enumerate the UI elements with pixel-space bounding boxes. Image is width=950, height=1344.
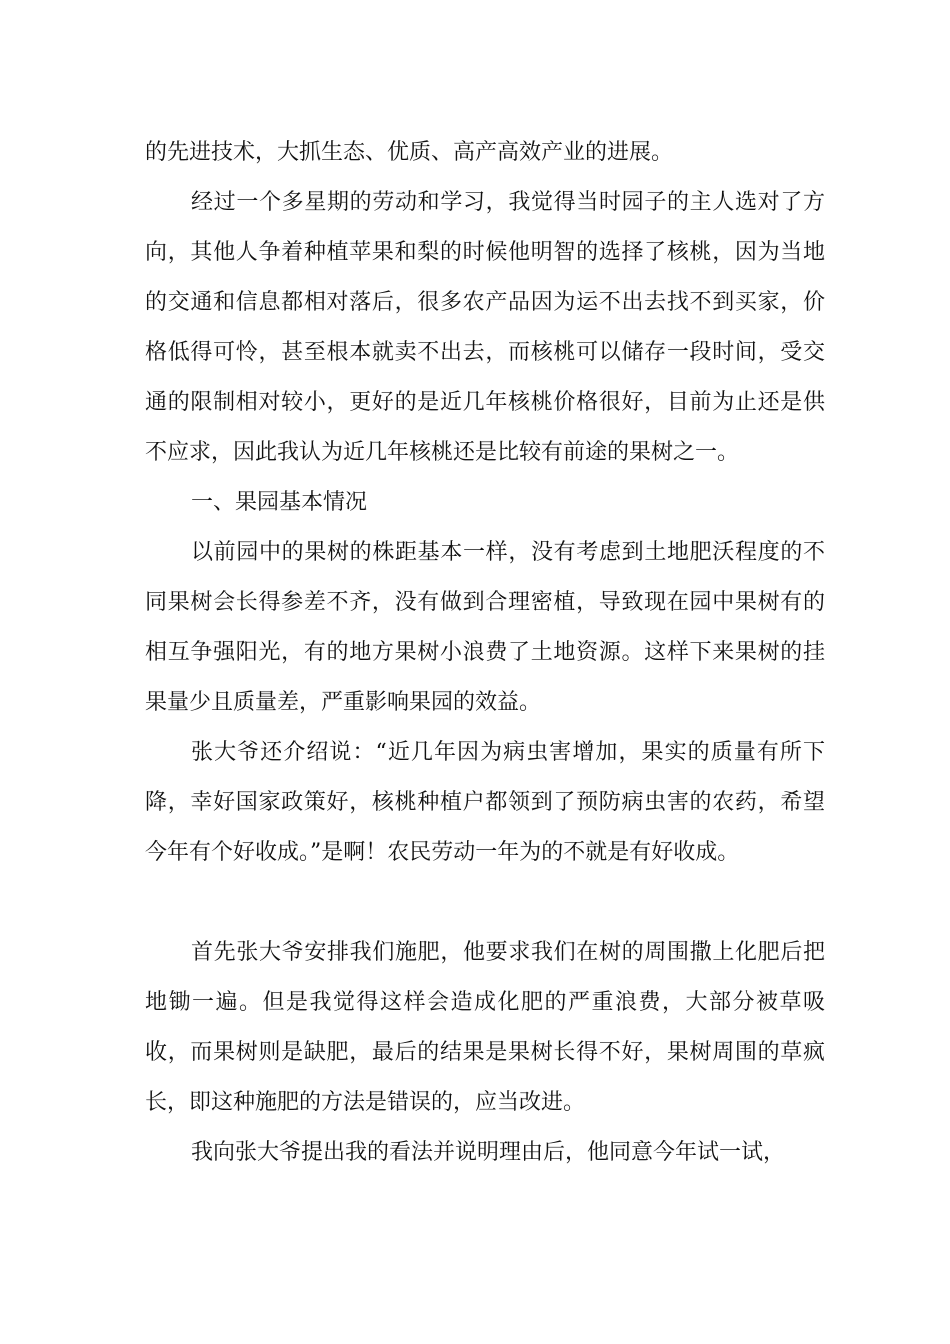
blank-line [145, 878, 825, 928]
document-body [145, 128, 825, 1178]
paragraph-fertilizing: 首先张大爷安排我们施肥，他要求我们在树的周围撒上化肥后把地锄一遍。但是我觉得这样会造成化肥的严重浪费，大部分被草吸收，而果树则是缺肥，最后的结果是果树长得不好，果树周围的草疯长，即这种施肥的方法是错误的，应当改进。 [145, 940, 825, 1115]
paragraph-uncle-zhang-quote: 张大爷还介绍说：“近几年因为病虫害增加，果实的质量有所下降，幸好国家政策好，核桃种植户都领到了预防病虫害的农药，希望今年有个好收成。”是啊！农民劳动一年为的不就是有好收成。 [145, 740, 825, 865]
section-heading-orchard-basics: 一、果园基本情况 [191, 490, 368, 515]
paragraph-continuation: 的先进技术，大抓生态、优质、高产高效产业的进展。 [145, 140, 674, 165]
paragraph-tree-spacing: 以前园中的果树的株距基本一样，没有考虑到土地肥沃程度的不同果树会长得参差不齐，没有做到合理密植，导致现在园中果树有的相互争强阳光，有的地方果树小浪费了土地资源。这样下来果树的挂果量少且质量差，严重影响果园的效益。 [145, 540, 825, 715]
paragraph-proposal: 我向张大爷提出我的看法并说明理由后，他同意今年试一试， [191, 1140, 786, 1165]
paragraph-walnut-choice: 经过一个多星期的劳动和学习，我觉得当时园子的主人选对了方向，其他人争着种植苹果和梨的时候他明智的选择了核桃，因为当地的交通和信息都相对落后，很多农产品因为运不出去找不到买家，价格低得可怜，甚至根本就卖不出去，而核桃可以储存一段时间，受交通的限制相对较小，更好的是近几年核桃价格很好，目前为止还是供不应求，因此我认为近几年核桃还是比较有前途的果树之一。 [145, 190, 825, 465]
